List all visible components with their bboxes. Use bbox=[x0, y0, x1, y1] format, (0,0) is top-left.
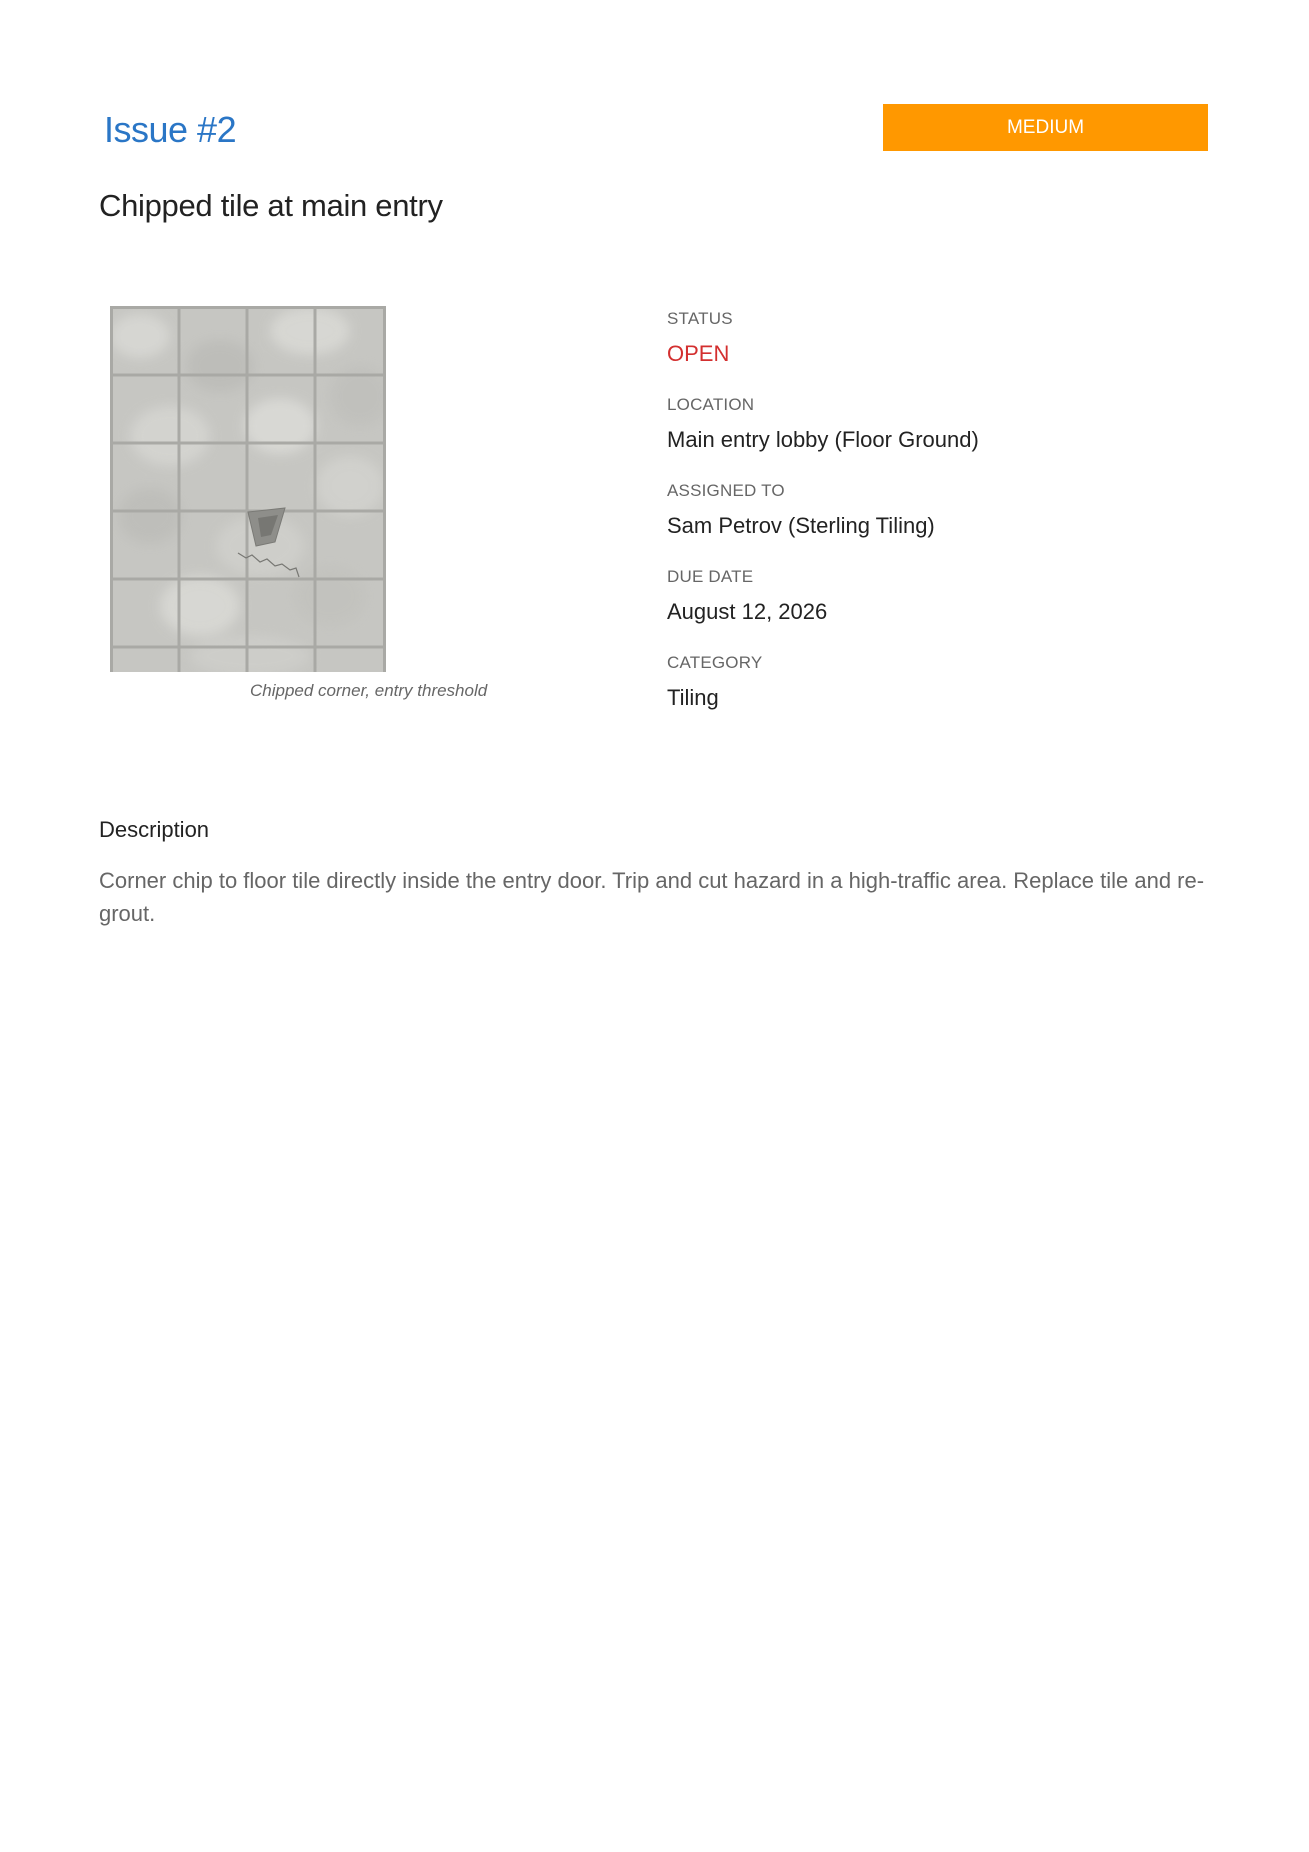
issue-photo bbox=[110, 306, 386, 672]
issue-number: Issue #2 bbox=[104, 109, 237, 150]
category-field bbox=[667, 652, 1227, 738]
issue-details bbox=[667, 308, 1227, 738]
assigned-label: ASSIGNED TO bbox=[667, 481, 785, 500]
location-value: Main entry lobby (Floor Ground) bbox=[667, 427, 979, 452]
description-text: Corner chip to floor tile directly inside the entry door. Trip and cut hazard in a high-traffic area. Replace tile and re-grout. bbox=[99, 868, 1205, 926]
assigned-value: Sam Petrov (Sterling Tiling) bbox=[667, 513, 935, 538]
status-field bbox=[667, 308, 1227, 394]
due-date-label: DUE DATE bbox=[667, 567, 754, 586]
status-label: STATUS bbox=[667, 309, 733, 328]
assigned-field bbox=[667, 480, 1227, 566]
location-field bbox=[667, 394, 1227, 480]
category-label: CATEGORY bbox=[667, 653, 763, 672]
description-heading: Description bbox=[99, 817, 210, 842]
due-date-field bbox=[667, 566, 1227, 652]
tile-floor-photo bbox=[110, 306, 386, 672]
location-label: LOCATION bbox=[667, 395, 755, 414]
issue-title: Chipped tile at main entry bbox=[99, 188, 443, 223]
priority-badge: MEDIUM bbox=[883, 104, 1208, 151]
category-value: Tiling bbox=[667, 685, 719, 710]
due-date-value: August 12, 2026 bbox=[667, 599, 828, 624]
photo-caption: Chipped corner, entry threshold bbox=[250, 681, 488, 700]
status-value: OPEN bbox=[667, 341, 730, 366]
